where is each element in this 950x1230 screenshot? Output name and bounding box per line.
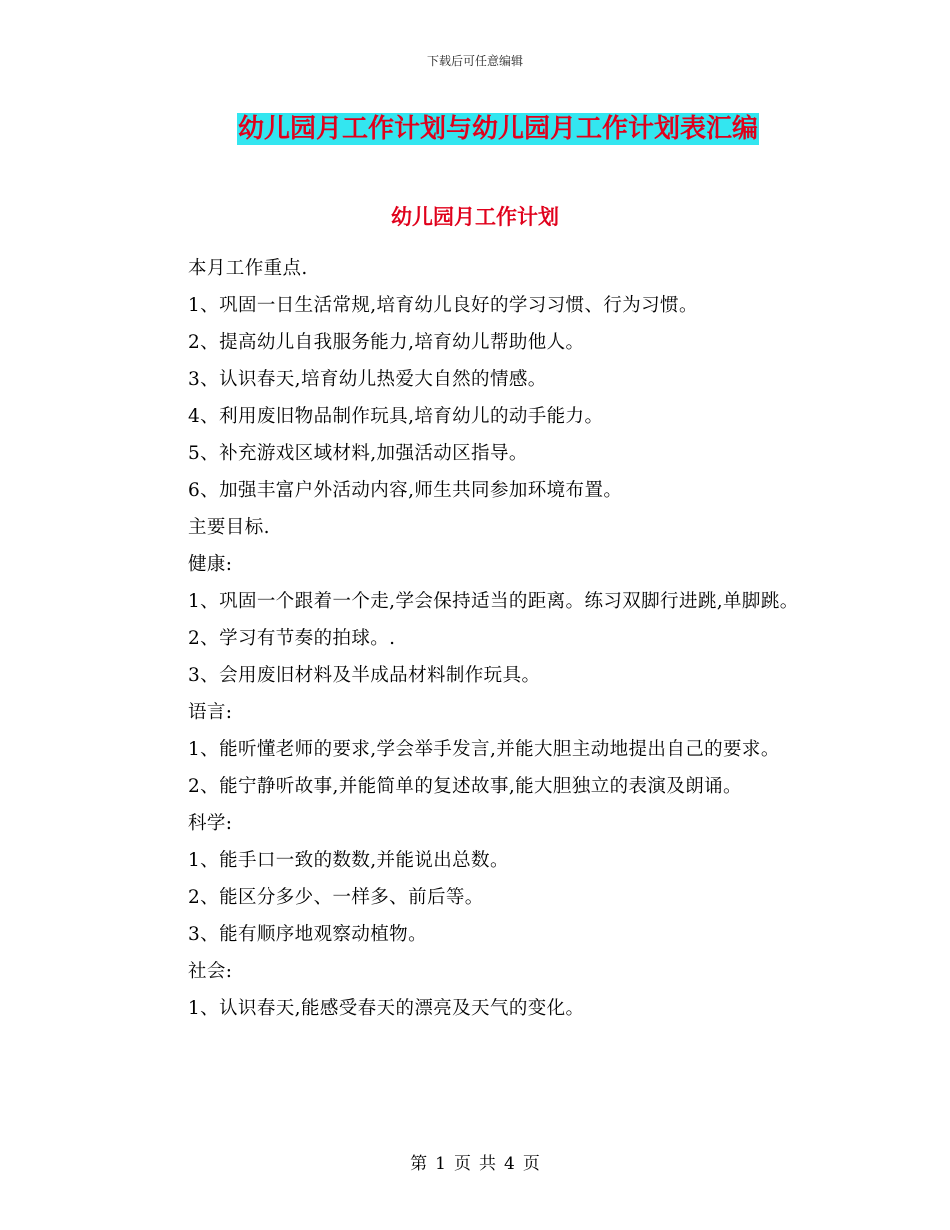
paragraph: 2、能宁静听故事,并能简单的复述故事,能大胆独立的表演及朗诵。 xyxy=(188,776,742,797)
footer-page-number: 1 xyxy=(435,1154,446,1174)
paragraph: 5、补充游戏区域材料,加强活动区指导。 xyxy=(188,443,528,464)
document-body xyxy=(142,250,822,1027)
page-footer xyxy=(0,1152,950,1176)
paragraph: 语言: xyxy=(188,702,233,723)
section-title: 幼儿园月工作计划 xyxy=(391,205,559,229)
paragraph: 1、认识春天,能感受春天的漂亮及天气的变化。 xyxy=(188,998,585,1019)
paragraph: 3、会用废旧材料及半成品材料制作玩具。 xyxy=(188,665,541,686)
paragraph: 6、加强丰富户外活动内容,师生共同参加环境布置。 xyxy=(188,480,623,501)
paragraph: 1、能手口一致的数数,并能说出总数。 xyxy=(188,850,509,871)
paragraph: 3、能有顺序地观察动植物。 xyxy=(188,924,427,945)
paragraph: 2、学习有节奏的拍球。. xyxy=(188,628,396,649)
footer-total-unit: 页 xyxy=(522,1154,540,1174)
document-title-wrap xyxy=(0,113,950,145)
paragraph: 3、认识春天,培育幼儿热爱大自然的情感。 xyxy=(188,369,547,390)
paragraph: 1、能听懂老师的要求,学会举手发言,并能大胆主动地提出自己的要求。 xyxy=(188,739,780,760)
paragraph: 2、能区分多少、一样多、前后等。 xyxy=(188,887,484,908)
header-note: 下载后可任意编辑 xyxy=(426,54,523,68)
footer-page-unit: 页 xyxy=(454,1154,471,1174)
footer-total-label: 共 xyxy=(479,1154,496,1174)
paragraph: 1、巩固一个跟着一个走,学会保持适当的距离。练习双脚行进跳,单脚跳。 xyxy=(188,591,799,612)
document-title: 幼儿园月工作计划与幼儿园月工作计划表汇编 xyxy=(237,114,758,144)
paragraph: 4、利用废旧物品制作玩具,培育幼儿的动手能力。 xyxy=(188,406,604,427)
paragraph: 主要目标. xyxy=(188,517,270,538)
paragraph: 健康: xyxy=(188,554,233,575)
paragraph: 本月工作重点. xyxy=(188,258,308,279)
footer-total-pages: 4 xyxy=(504,1154,515,1174)
paragraph: 2、提高幼儿自我服务能力,培育幼儿帮助他人。 xyxy=(188,332,585,353)
paragraph: 科学: xyxy=(188,813,233,834)
paragraph: 社会: xyxy=(188,961,233,982)
footer-page-label: 第 xyxy=(410,1154,428,1174)
paragraph: 1、巩固一日生活常规,培育幼儿良好的学习习惯、行为习惯。 xyxy=(188,295,698,316)
